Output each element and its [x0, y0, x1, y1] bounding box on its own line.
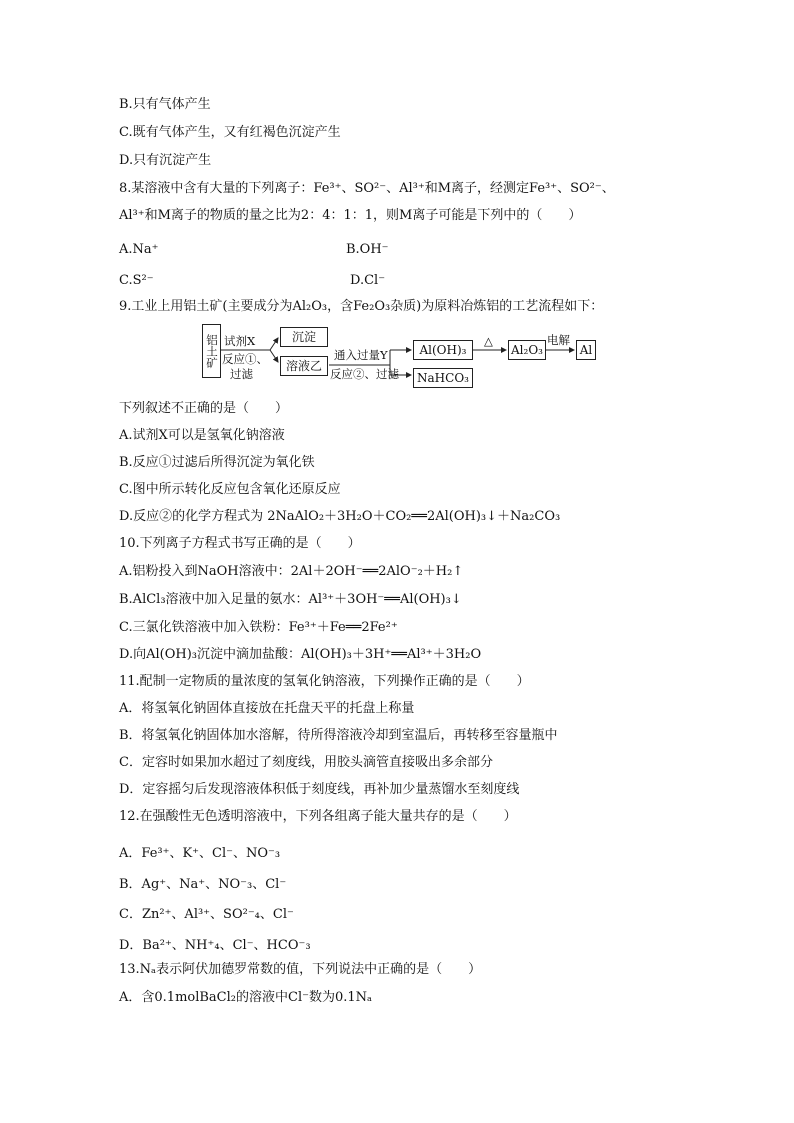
electrolysis-label: 电解	[547, 333, 570, 347]
q9-ask: 下列叙述不正确的是（ ）	[119, 401, 289, 416]
q11-option-b: B．将氢氧化钠固体加水溶解，待所得溶液冷却到室温后，再转移至容量瓶中	[119, 728, 558, 743]
aloh3-box: Al(OH)₃	[413, 340, 473, 360]
heat-label: △	[484, 334, 493, 348]
bauxite-box: 铝土矿	[202, 324, 221, 378]
q11-option-a: A．将氢氧化钠固体直接放在托盘天平的托盘上称量	[119, 701, 415, 716]
q10-option-a: A.铝粉投入到NaOH溶液中：2Al＋2OH⁻══2AlO⁻₂＋H₂↑	[119, 564, 464, 579]
precipitate-box: 沉淀	[280, 327, 328, 347]
q11-stem: 11.配制一定物质的量浓度的氢氧化钠溶液，下列操作正确的是（ ）	[119, 674, 530, 689]
q9-option-b: B.反应①过滤后所得沉淀为氧化铁	[119, 455, 315, 470]
q9-option-a: A.试剂X可以是氢氧化钠溶液	[119, 428, 285, 443]
q11-option-c: C．定容时如果加水超过了刻度线，用胶头滴管直接吸出多余部分	[119, 755, 493, 770]
q13-option-a: A．含0.1molBaCl₂的溶液中Cl⁻数为0.1Nₐ	[119, 990, 373, 1005]
q12-option-c: C．Zn²⁺、Al³⁺、SO²⁻₄、Cl⁻	[119, 907, 294, 922]
reagent-x-label: 试剂X	[224, 334, 256, 348]
process-flow-diagram	[200, 320, 620, 390]
q9-option-d: D.反应②的化学方程式为 2NaAlO₂＋3H₂O＋CO₂══2Al(OH)₃↓＋Na₂CO₃	[119, 509, 561, 524]
q8-option-c: C.S²⁻	[119, 273, 154, 288]
q12-option-d: D．Ba²⁺、NH⁺₄、Cl⁻、HCO⁻₃	[119, 938, 311, 953]
solution-b-box: 溶液乙	[280, 356, 328, 376]
q7-option-b: B.只有气体产生	[119, 97, 211, 112]
nahco3-box: NaHCO₃	[413, 368, 473, 388]
q10-stem: 10.下列离子方程式书写正确的是（ ）	[119, 536, 361, 551]
reaction2-label: 反应②、过滤	[330, 367, 399, 381]
q8-option-b: B.OH⁻	[346, 242, 389, 257]
q12-stem: 12.在强酸性无色透明溶液中，下列各组离子能大量共存的是（ ）	[119, 809, 517, 824]
reaction1-label: 反应①、	[222, 352, 268, 366]
q9-option-c: C.图中所示转化反应包含氧化还原反应	[119, 482, 341, 497]
q10-option-d: D.向Al(OH)₃沉淀中滴加盐酸：Al(OH)₃＋3H⁺══Al³⁺＋3H₂O	[119, 647, 482, 662]
q12-option-a: A．Fe³⁺、K⁺、Cl⁻、NO⁻₃	[119, 846, 281, 861]
q10-option-c: C.三氯化铁溶液中加入铁粉：Fe³⁺＋Fe══2Fe²⁺	[119, 620, 398, 635]
q8-option-a: A.Na⁺	[119, 242, 159, 257]
q8-stem-line2: Al³⁺和M离子的物质的量之比为2：4：1：1，则M离子可能是下列中的（ ）	[119, 208, 582, 223]
q8-stem-line1: 8.某溶液中含有大量的下列离子：Fe³⁺、SO²⁻、Al³⁺和M离子，经测定Fe³⁺、SO²⁻、	[119, 181, 615, 196]
q10-option-b: B.AlCl₃溶液中加入足量的氨水：Al³⁺＋3OH⁻══Al(OH)₃↓	[119, 592, 462, 607]
filter1-label: 过滤	[230, 367, 253, 381]
q8-option-d: D.Cl⁻	[350, 273, 386, 288]
al-box: Al	[576, 340, 596, 360]
q12-option-b: B．Ag⁺、Na⁺、NO⁻₃、Cl⁻	[119, 877, 287, 892]
q7-option-d: D.只有沉淀产生	[119, 153, 212, 168]
q9-stem: 9.工业上用铝土矿(主要成分为Al₂O₃，含Fe₂O₃杂质)为原料冶炼铝的工艺流程如下：	[119, 299, 604, 314]
pass-y-label: 通入过量Y	[334, 348, 388, 362]
q11-option-d: D．定容摇匀后发现溶液体积低于刻度线，再补加少量蒸馏水至刻度线	[119, 782, 520, 797]
q7-option-c: C.既有气体产生，又有红褐色沉淀产生	[119, 125, 341, 140]
q13-stem: 13.Nₐ表示阿伏加德罗常数的值，下列说法中正确的是（ ）	[119, 962, 482, 977]
al2o3-box: Al₂O₃	[508, 340, 546, 360]
